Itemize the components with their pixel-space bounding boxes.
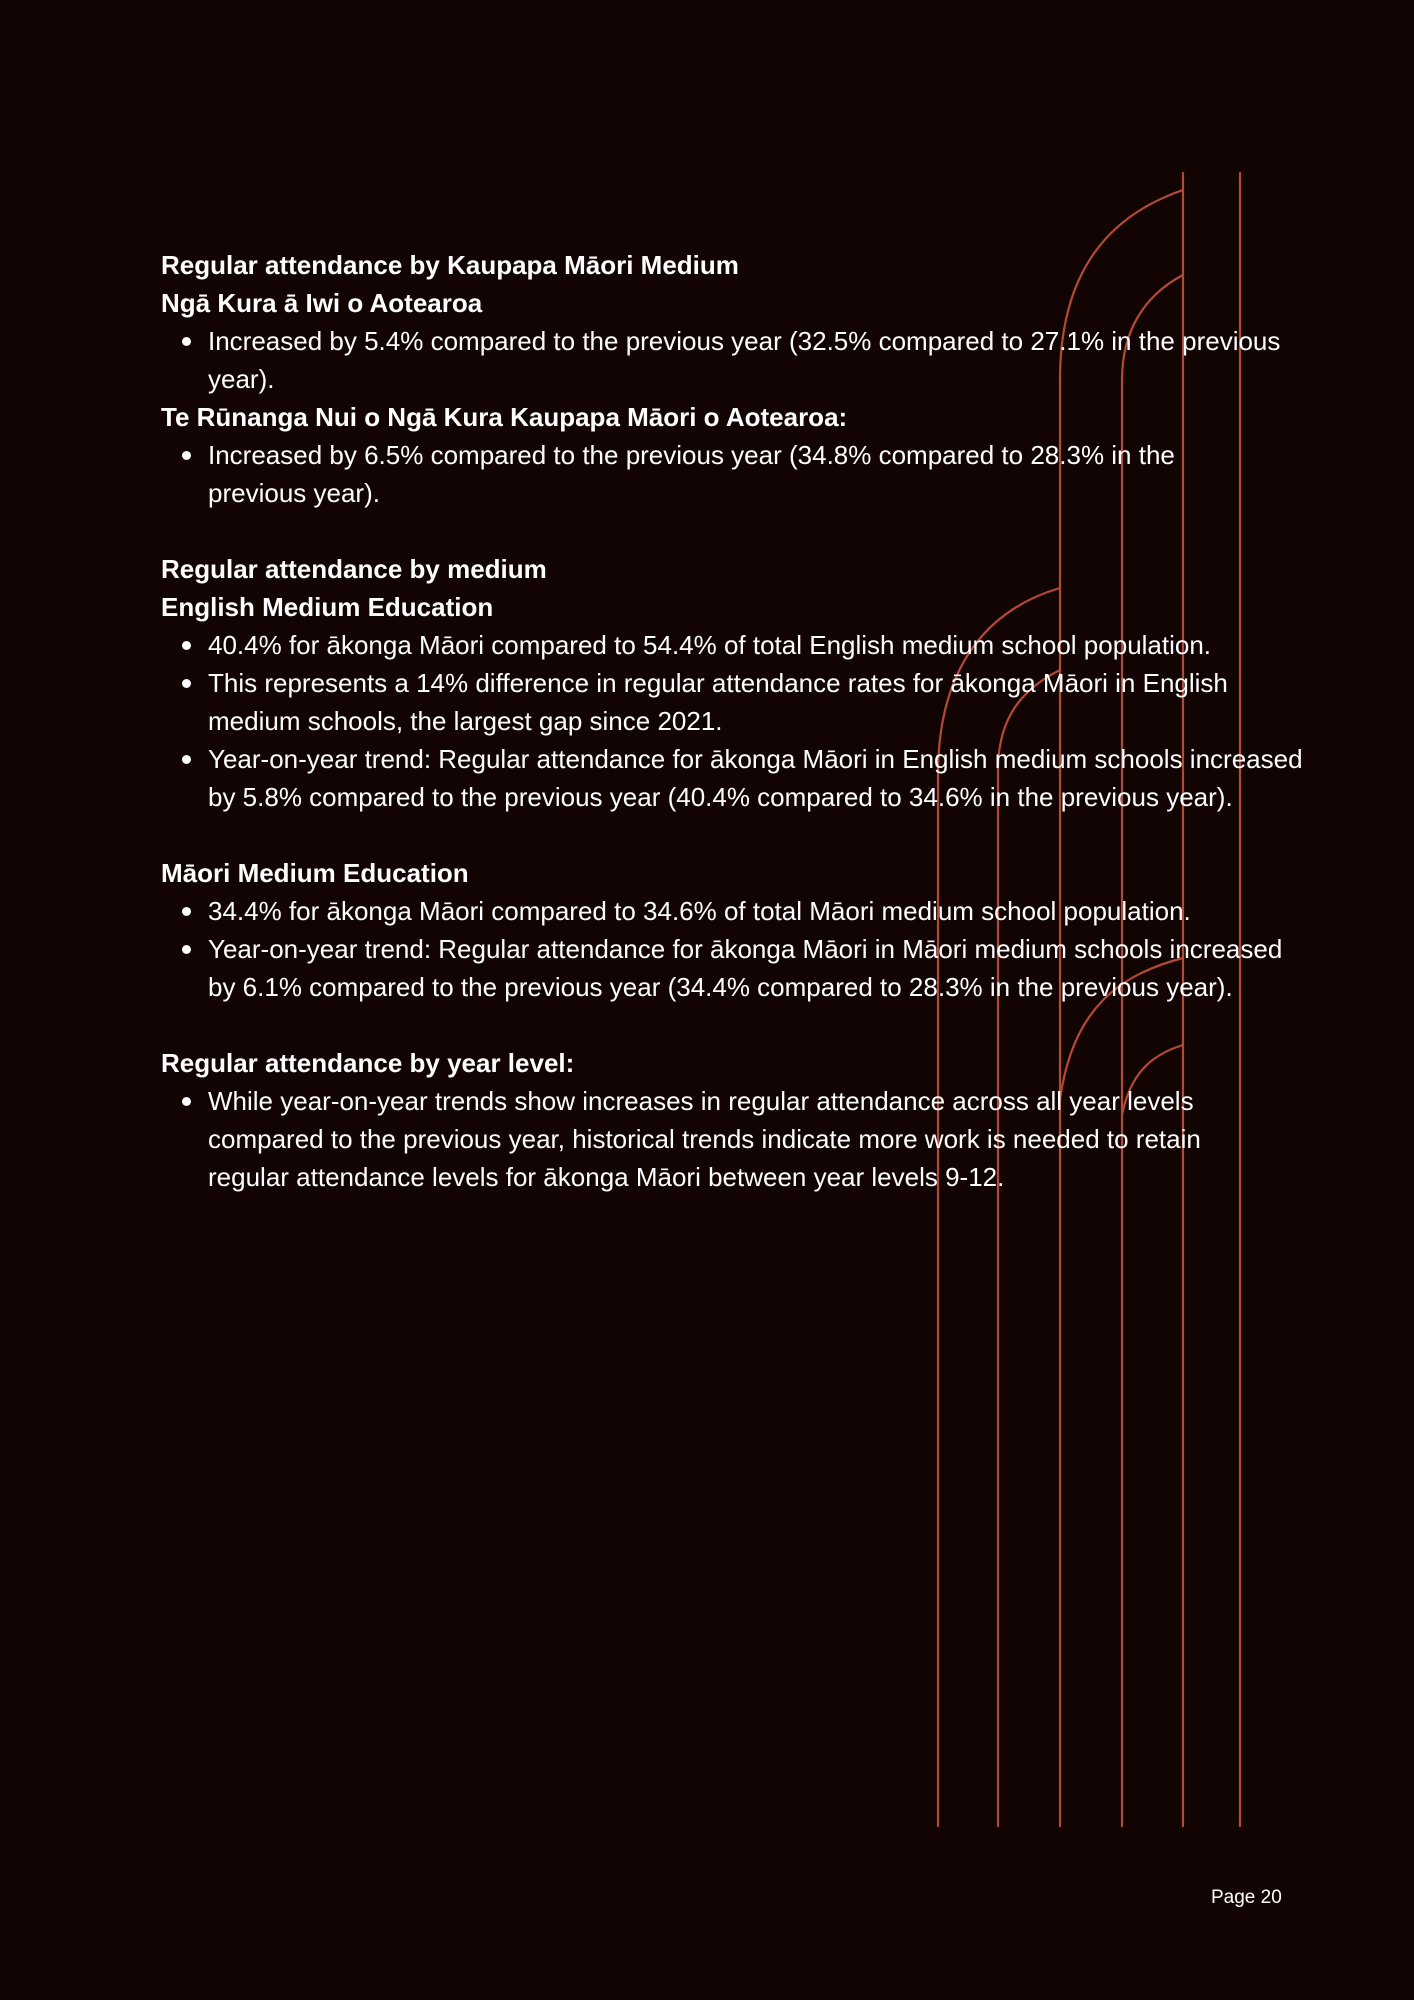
subsection-heading: Ngā Kura ā Iwi o Aotearoa xyxy=(161,288,483,318)
bullet-item: Increased by 6.5% compared to the previous year (34.8% compared to 28.3% in the previous year). xyxy=(161,436,1258,512)
subsection-heading: Te Rūnanga Nui o Ngā Kura Kaupapa Māori o Aotearoa: xyxy=(161,402,848,432)
bullet-item: While year-on-year trends show increases in regular attendance across all year levels compared to the previous year, historical trends indicate more work is needed to retain regular attendance levels for ākonga Māori between year levels 9-12. xyxy=(161,1082,1288,1196)
year-level-section xyxy=(161,1044,1251,1196)
bullet-list xyxy=(161,322,1281,398)
subsection-heading: English Medium Education xyxy=(161,592,494,622)
section-heading: Regular attendance by year level: xyxy=(161,1048,575,1078)
bullet-item: 34.4% for ākonga Māori compared to 34.6% of total Māori medium school population. xyxy=(161,892,1258,930)
document-body xyxy=(161,246,1303,1234)
maori-medium-section xyxy=(161,854,1283,1006)
bullet-list xyxy=(161,626,1303,816)
bullet-item: Year-on-year trend: Regular attendance for ākonga Māori in Māori medium schools increased by 6.1% compared to the previous year (34.4% compared to 28.3% in the previous year). xyxy=(161,930,1303,1006)
page-number: Page 20 xyxy=(1211,1887,1282,1908)
bullet-list xyxy=(161,1082,1251,1196)
section-heading: Regular attendance by Kaupapa Māori Medium xyxy=(161,250,739,280)
bullet-list xyxy=(161,436,1251,512)
subsection-heading: Māori Medium Education xyxy=(161,858,469,888)
bullet-list xyxy=(161,892,1283,1006)
medium-section xyxy=(161,550,1303,816)
kaupapa-maori-section xyxy=(161,246,1281,512)
bullet-item: This represents a 14% difference in regular attendance rates for ākonga Māori in English medium schools, the largest gap since 2021. xyxy=(161,664,1258,740)
section-heading: Regular attendance by medium xyxy=(161,554,547,584)
bullet-item: Year-on-year trend: Regular attendance for ākonga Māori in English medium schools increased by 5.8% compared to the previous year (40.4% compared to 34.6% in the previous year). xyxy=(161,740,1303,816)
bullet-item: Increased by 5.4% compared to the previous year (32.5% compared to 27.1% in the previous year). xyxy=(161,322,1293,398)
bullet-item: 40.4% for ākonga Māori compared to 54.4% of total English medium school population. xyxy=(161,626,1258,664)
